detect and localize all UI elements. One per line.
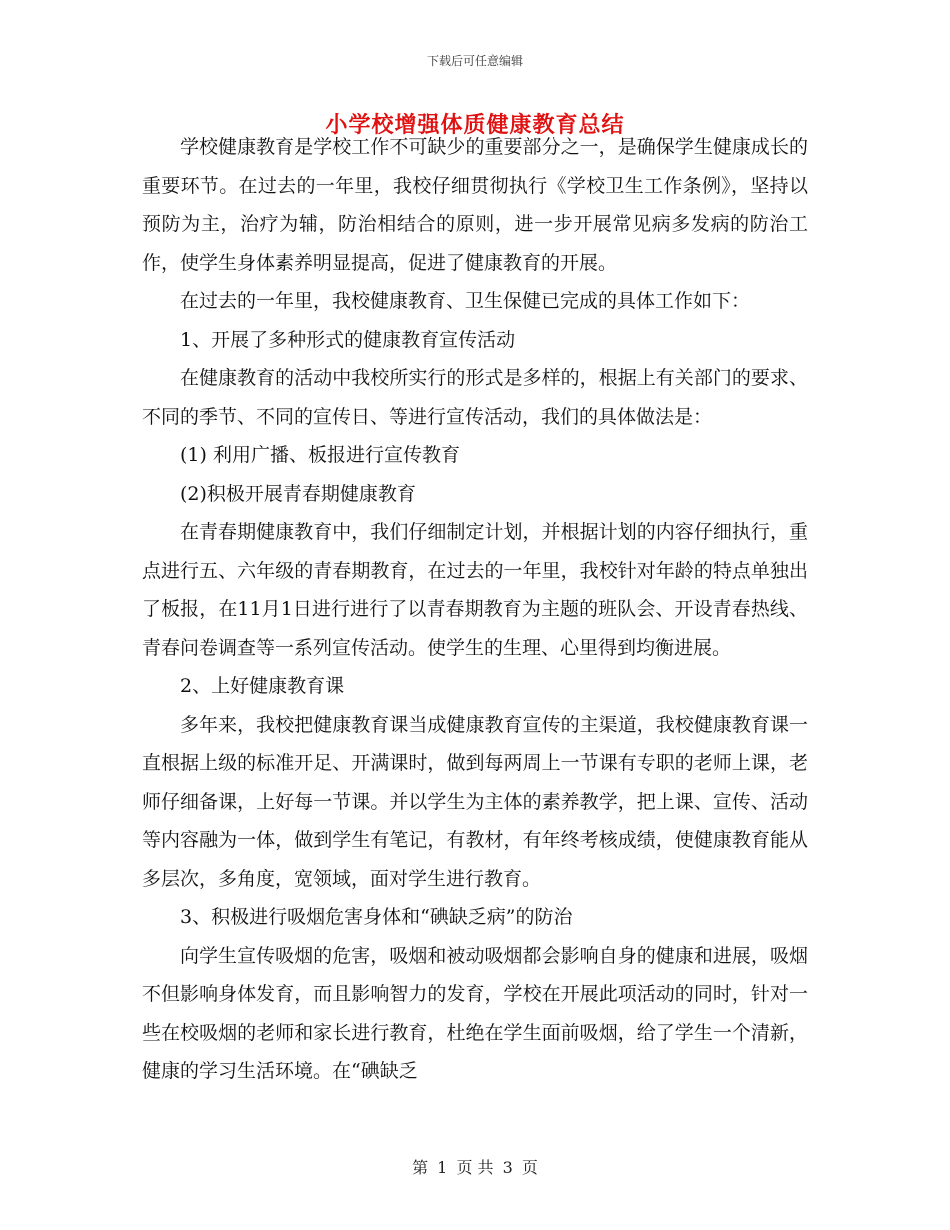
section-heading: 2、上好健康教育课 (180, 675, 345, 697)
paragraph: 向学生宣传吸烟的危害，吸烟和被动吸烟都会影响自身的健康和进展，吸烟不但影响身体发育，而且影响智力的发育，学校在开展此项活动的同时，针对一些在校吸烟的老师和家长进行教育，杜绝在学生面前吸烟，给了学生一个清新，健康的学习生活环境。在“碘缺乏 (142, 944, 808, 1082)
page-total: 3 (502, 1158, 513, 1177)
paragraph: 在健康教育的活动中我校所实行的形式是多样的，根据上有关部门的要求、不同的季节、不同的宣传日、等进行宣传活动，我们的具体做法是： (142, 367, 808, 428)
page-number: 1 (437, 1158, 448, 1177)
footer-middle: 页 共 (456, 1158, 494, 1177)
paragraph: 在过去的一年里，我校健康教育、卫生保健已完成的具体工作如下： (180, 290, 751, 312)
section-heading: 3、积极进行吸烟危害身体和“碘缺乏病”的防治 (180, 906, 573, 928)
paragraph: 多年来，我校把健康教育课当成健康教育宣传的主渠道，我校健康教育课一直根据上级的标准开足、开满课时，做到每两周上一节课有专职的老师上课，老师仔细备课，上好每一节课。并以学生为主体的素养教学，把上课、宣传、活动等内容融为一体，做到学生有笔记，有教材，有年终考核成绩，使健康教育能从多层次，多角度，宽领域，面对学生进行教育。 (142, 713, 808, 890)
page-footer (0, 1155, 950, 1178)
section-heading: 1、开展了多种形式的健康教育宣传活动 (180, 328, 516, 351)
paragraph: 在青春期健康教育中，我们仔细制定计划，并根据计划的内容仔细执行，重点进行五、六年级的青春期教育，在过去的一年里，我校针对年龄的特点单独出了板报，在11月1日进行进行了以青春期教育为主题的班队会、开设青春热线、青春问卷调查等一系列宣传活动。使学生的生理、心里得到均衡进展。 (142, 521, 808, 659)
document-title: 小学校增强体质健康教育总结 (325, 112, 625, 138)
footer-prefix: 第 (412, 1158, 429, 1177)
footer-suffix: 页 (521, 1158, 538, 1177)
document-body (142, 128, 808, 1091)
list-item: (2)积极开展青春期健康教育 (180, 482, 416, 505)
list-item: (1) 利用广播、板报进行宣传教育 (180, 444, 460, 466)
paragraph: 学校健康教育是学校工作不可缺少的重要部分之一，是确保学生健康成长的重要环节。在过去的一年里，我校仔细贯彻执行《学校卫生工作条例》，坚持以预防为主，治疗为辅，防治相结合的原则，进一步开展常见病多发病的防治工作，使学生身体素养明显提高，促进了健康教育的开展。 (142, 136, 808, 274)
header-note: 下载后可任意编辑 (426, 54, 523, 68)
